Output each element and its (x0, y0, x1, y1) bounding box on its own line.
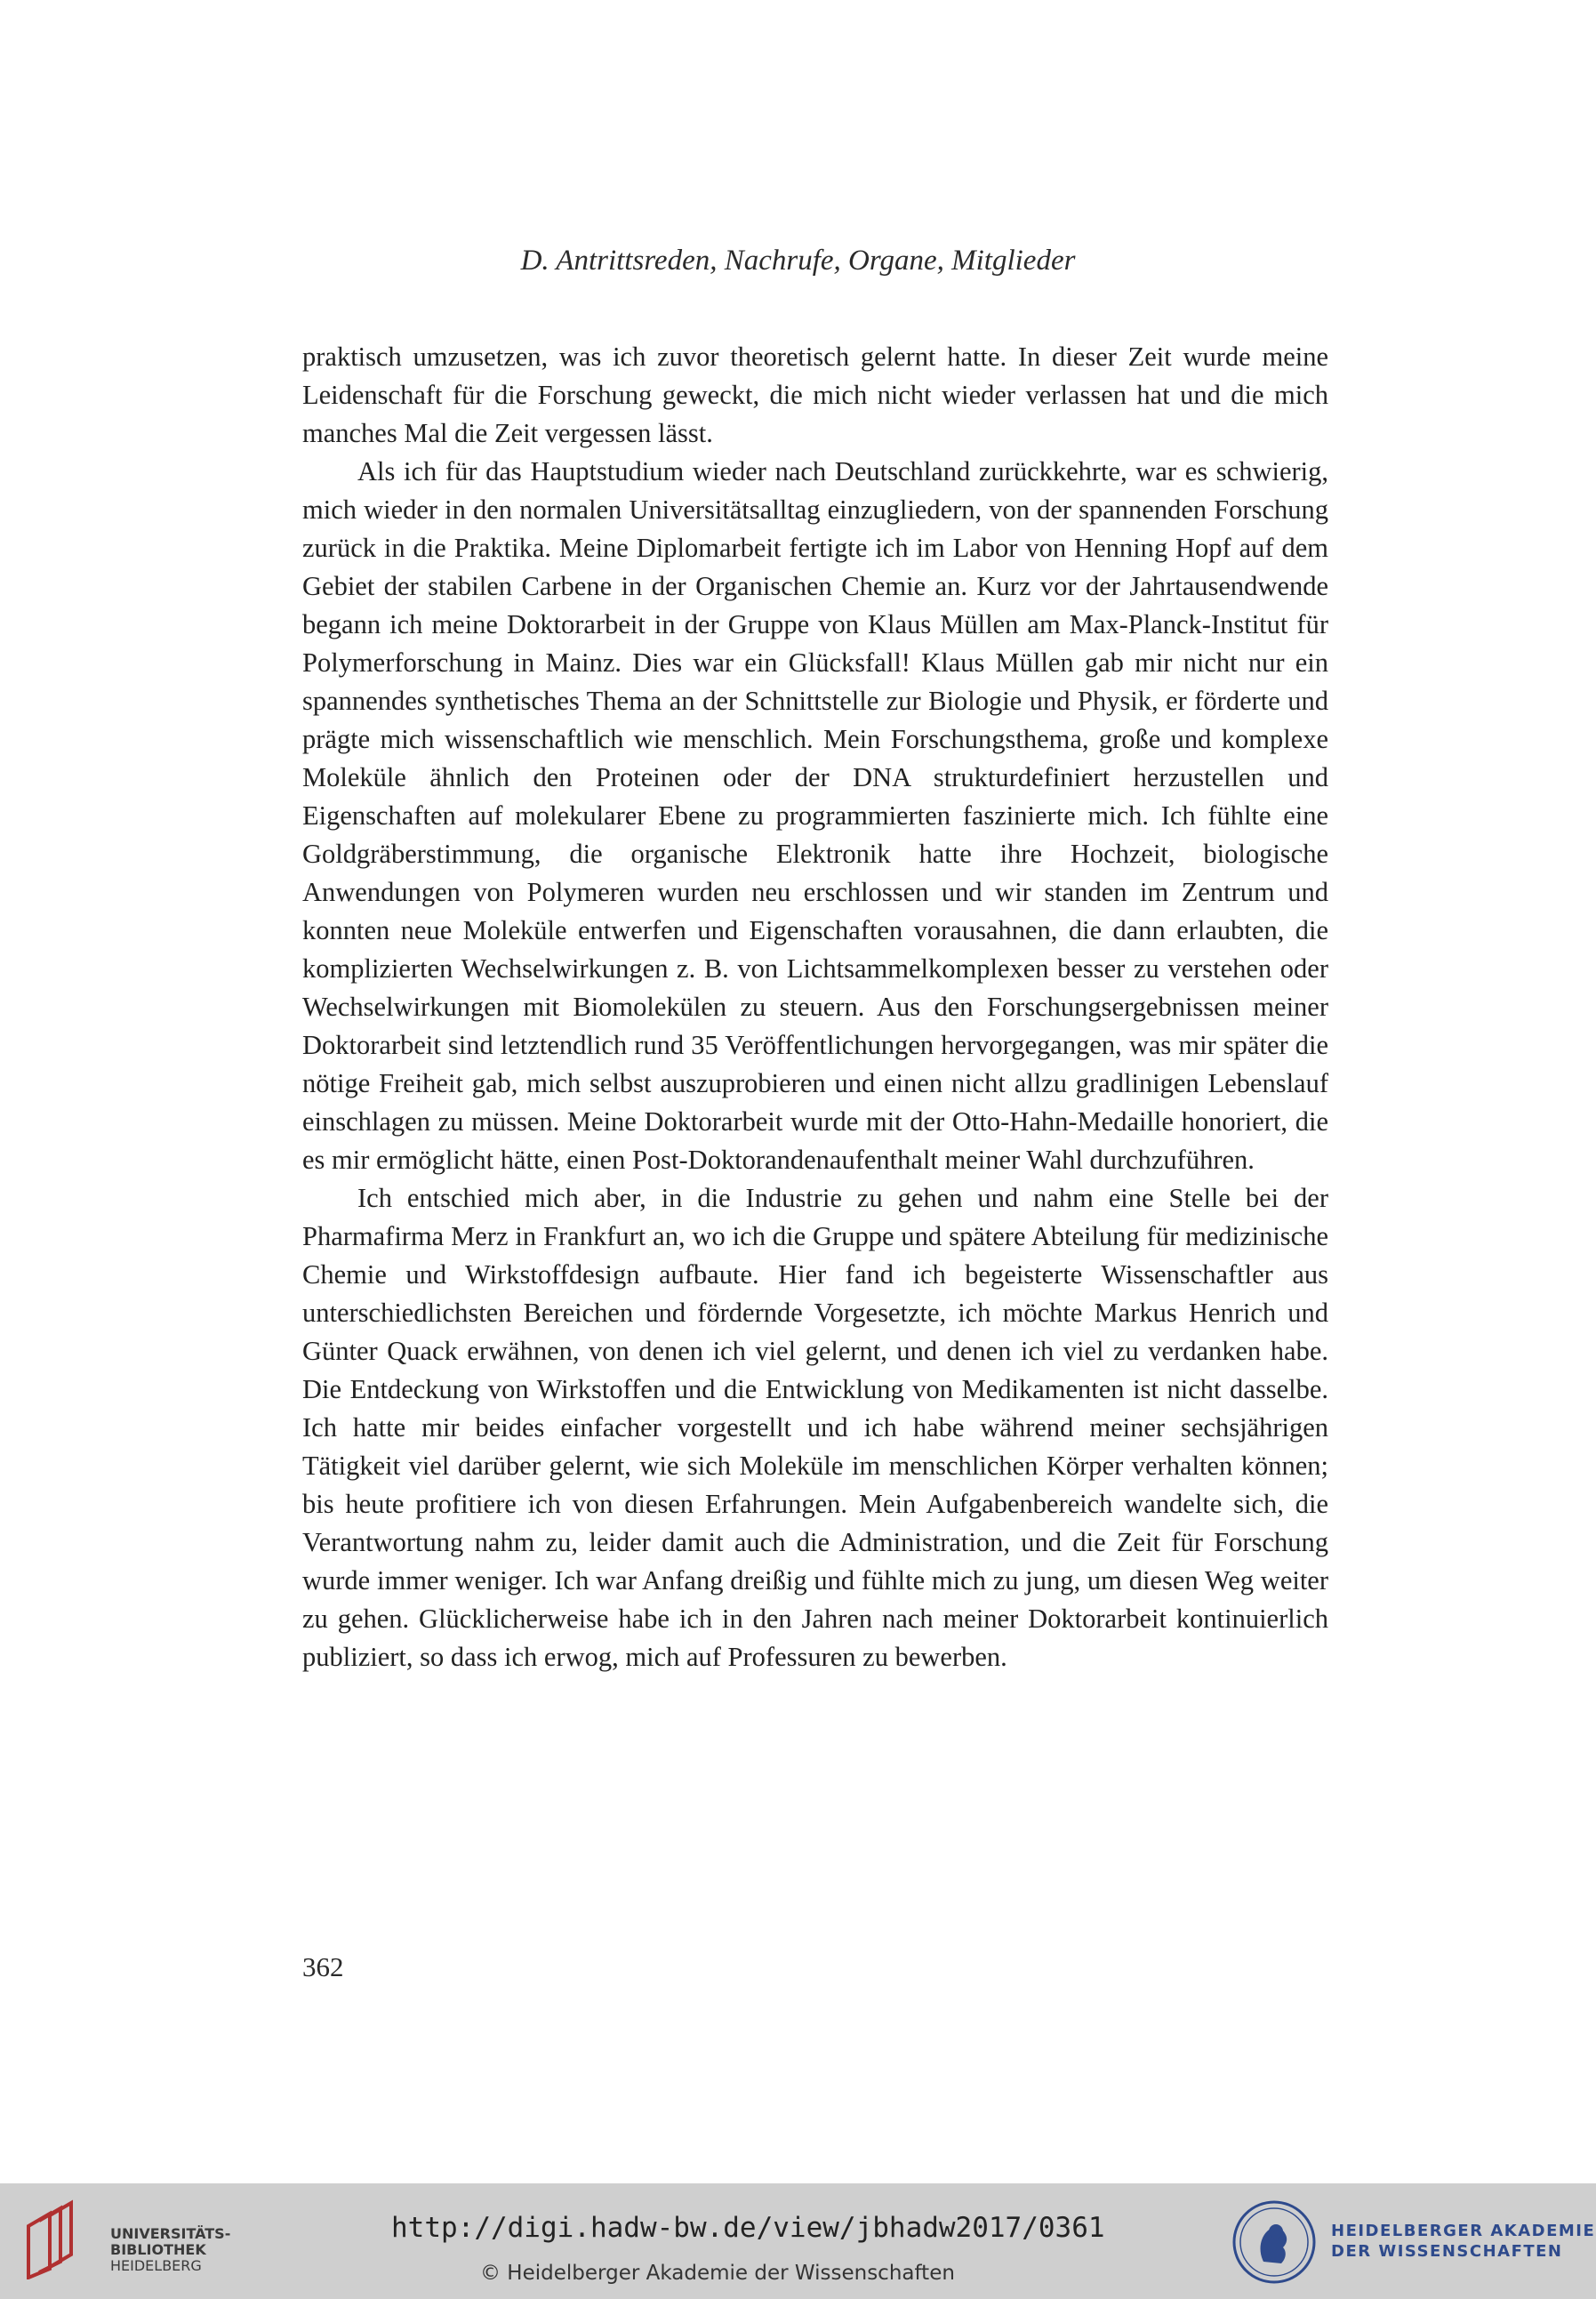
academy-name-line-1: HEIDELBERGER AKADEMIE (1331, 2222, 1596, 2240)
digitization-footer (0, 2183, 1596, 2299)
paragraph-3: Ich entschied mich aber, in die Industrie zu gehen und nahm eine Stelle bei der Pharmafirma Merz in Frankfurt an, wo ich die Gruppe und spätere Abteilung für medizinische Chemie und Wirkstoffdesign aufbaute. Hier fand ich begeisterte Wissenschaftler aus unterschiedlichsten Bereichen und fördernde Vorgesetzte, ich möchte Markus Henrich und Günter Quack erwähnen, von denen ich viel gelernt, und denen ich viel zu verdanken habe. Die Entdeckung von Wirkstoffen und die Entwicklung von Medikamenten ist nicht dasselbe. Ich hatte mir beides einfacher vorgestellt und ich habe während meiner sechsjährigen Tätigkeit viel darüber gelernt, wie sich Moleküle im menschlichen Körper verhalten können; bis heute profitiere ich von diesen Erfahrungen. Mein Aufgabenbereich wandelte sich, die Verantwortung nahm zu, leider damit auch die Administration, und die Zeit für Forschung wurde immer weniger. Ich war Anfang dreißig und fühlte mich zu jung, um diesen Weg weiter zu gehen. Glücklicherweise habe ich in den Jahren nach meiner Doktorarbeit kontinuierlich publiziert, so dass ich erwog, mich auf Professuren zu bewerben. (302, 1183, 1328, 1672)
copyright-notice: © Heidelberger Akademie der Wissenschaften (480, 2262, 955, 2285)
running-header: D. Antrittsreden, Nachrufe, Organe, Mitglieder (520, 245, 1076, 277)
library-name-line-1: UNIVERSITÄTS- (110, 2225, 231, 2242)
page-number: 362 (302, 1951, 344, 1982)
library-name-line-2: BIBLIOTHEK (110, 2241, 206, 2258)
paragraph-1: praktisch umzusetzen, was ich zuvor theoretisch gelernt hatte. In dieser Zeit wurde meine Leidenschaft für die Forschung geweckt, die mich nicht wieder verlassen hat und die mich manches Mal die Zeit vergessen lässt. (302, 342, 1328, 448)
library-name (110, 2226, 230, 2274)
library-name-line-3: HEIDELBERG (110, 2257, 202, 2274)
library-logo[interactable] (20, 2199, 231, 2279)
academy-seal-icon[interactable] (1231, 2199, 1317, 2285)
library-books-icon (20, 2199, 91, 2279)
academy-name-line-2: DER WISSENSCHAFTEN (1331, 2242, 1563, 2261)
academy-name (1331, 2221, 1595, 2262)
permalink-url[interactable]: http://digi.hadw-bw.de/view/jbhadw2017/0361 (391, 2212, 1105, 2244)
paragraph-2: Als ich für das Hauptstudium wieder nach Deutschland zurückkehrte, war es schwierig, mich wieder in den normalen Universitätsalltag einzugliedern, von der spannenden Forschung zurück in die Praktika. Meine Diplomarbeit fertigte ich im Labor von Henning Hopf auf dem Gebiet der stabilen Carbene in der Organischen Chemie an. Kurz vor der Jahrtausendwende begann ich meine Doktorarbeit in der Gruppe von Klaus Müllen am Max-Planck-Institut für Polymerforschung in Mainz. Dies war ein Glücksfall! Klaus Müllen gab mir nicht nur ein spannendes synthetisches Thema an der Schnittstelle zur Biologie und Physik, er förderte und prägte mich wissenschaftlich wie menschlich. Mein Forschungsthema, große und komplexe Moleküle ähnlich den Proteinen oder der DNA strukturdefiniert herzustellen und Eigenschaften auf molekularer Ebene zu programmierten faszinierte mich. Ich fühlte eine Goldgräberstimmung, die organische Elektronik hatte ihre Hochzeit, biologische Anwendungen von Polymeren wurden neu erschlossen und wir standen im Zentrum und konnten neue Moleküle entwerfen und Eigenschaften vorausahnen, die dann erlaubten, die komplizierten Wechselwirkungen z. B. von Lichtsammelkomplexen besser zu verstehen oder Wechselwirkungen mit Biomolekülen zu steuern. Aus den Forschungsergebnissen meiner Doktorarbeit sind letztendlich rund 35 Veröffentlichungen hervorgegangen, was mir später die nötige Freiheit gab, mich selbst auszuprobieren und einen nicht allzu gradlinigen Lebenslauf einschlagen zu müssen. Meine Doktorarbeit wurde mit der Otto-Hahn-Medaille honoriert, die es mir ermöglicht hätte, einen Post-Doktorandenaufenthalt meiner Wahl durchzuführen. (302, 456, 1328, 1175)
body-text (302, 338, 1328, 1676)
